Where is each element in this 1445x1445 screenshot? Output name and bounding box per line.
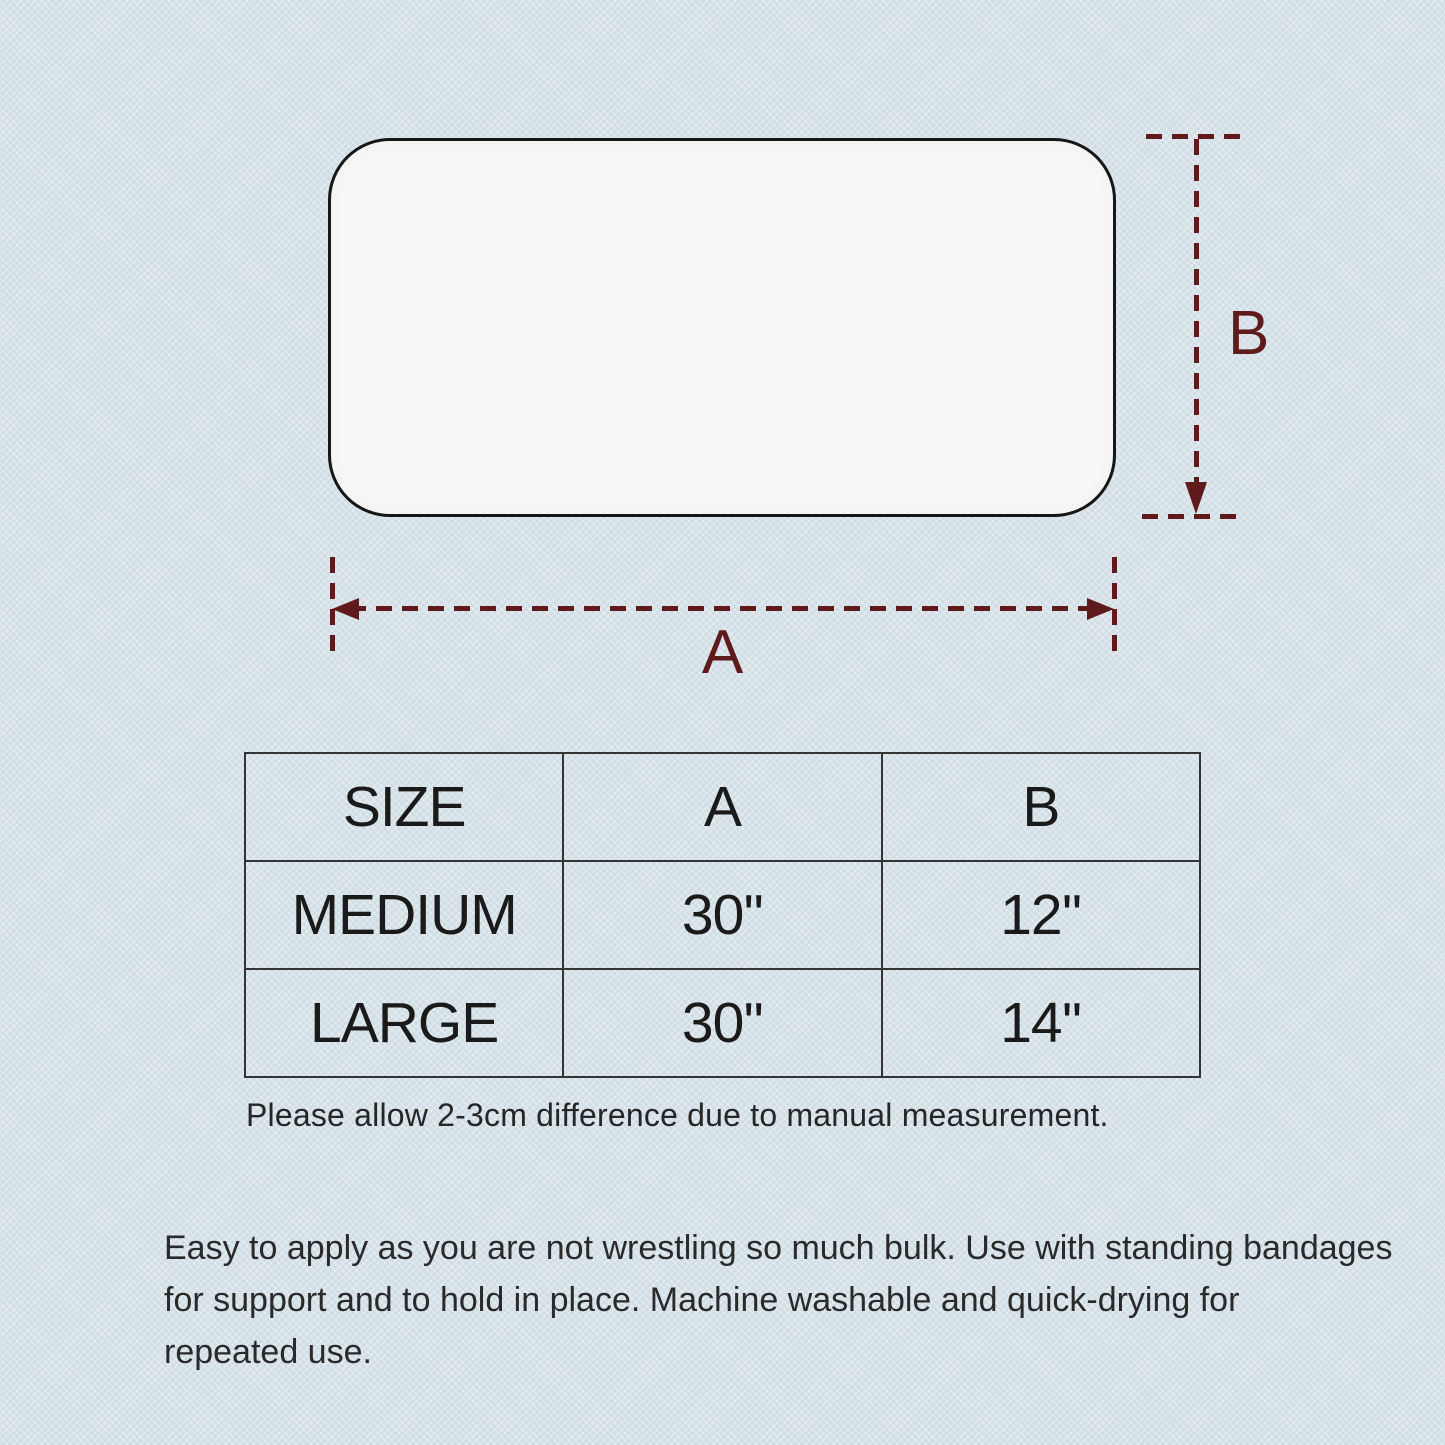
height-extension-line-bottom [1142, 514, 1246, 519]
product-description-line: repeated use. [164, 1333, 372, 1371]
size-table-header-cell: A [563, 753, 881, 861]
right-arrowhead-icon [1087, 598, 1114, 620]
size-table-cell: 12'' [882, 861, 1200, 969]
width-dimension-line [350, 606, 1096, 611]
size-table-cell: 30'' [563, 969, 881, 1077]
size-table [244, 752, 1201, 1078]
product-description-line: Easy to apply as you are not wrestling so much bulk. Use with standing bandages [164, 1229, 1393, 1267]
left-arrowhead-icon [332, 598, 359, 620]
size-table-header-cell: B [882, 753, 1200, 861]
height-dimension-line [1194, 139, 1199, 485]
measurement-note: Please allow 2-3cm difference due to manual measurement. [246, 1097, 1109, 1133]
height-dimension-label: B [1228, 299, 1269, 368]
down-arrowhead-icon [1185, 482, 1207, 514]
table-row [245, 969, 1200, 1077]
size-table-header-cell: SIZE [245, 753, 563, 861]
size-table-cell: 14'' [882, 969, 1200, 1077]
product-description-line: for support and to hold in place. Machine washable and quick-drying for [164, 1281, 1240, 1319]
size-table-cell: 30'' [563, 861, 881, 969]
size-table-header-row [245, 753, 1200, 861]
product-description [164, 1222, 1392, 1378]
size-table-cell: MEDIUM [245, 861, 563, 969]
size-table-cell: LARGE [245, 969, 563, 1077]
width-dimension-label: A [701, 618, 743, 687]
table-row [245, 861, 1200, 969]
product-outline-shape [328, 138, 1116, 517]
